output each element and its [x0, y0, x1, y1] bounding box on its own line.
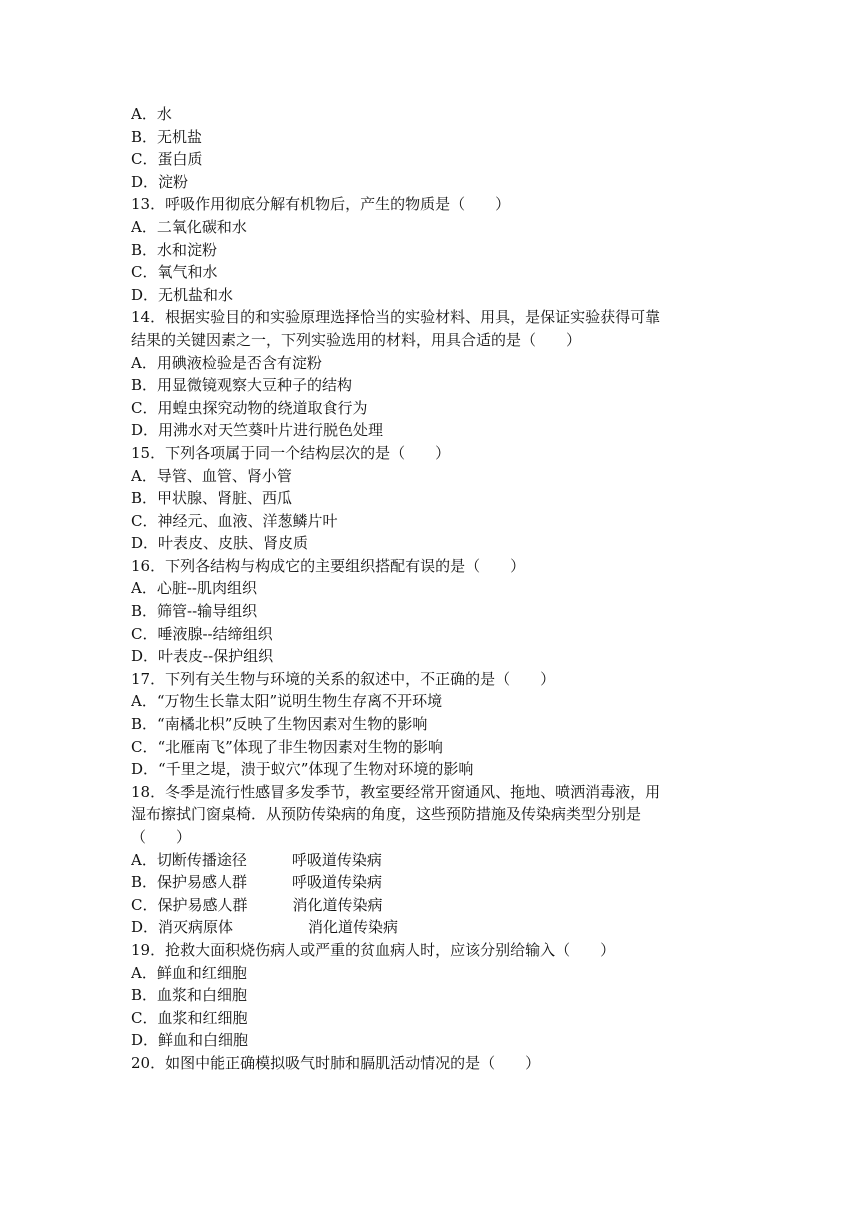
text-line: A．水	[131, 105, 172, 123]
text-line: （ ）	[131, 828, 192, 846]
text-line: C．“北雁南飞”体现了非生物因素对生物的影响	[131, 737, 443, 756]
text-line: A．心脏--肌肉组织	[131, 579, 257, 598]
text-line: C．唾液腺--结缔组织	[131, 624, 273, 643]
text-line: 14．根据实验目的和实验原理选择恰当的实验材料、用具，是保证实验获得可靠	[131, 308, 661, 327]
text-line: B．保护易感人群 呼吸道传染病	[131, 873, 383, 892]
text-line: B．水和淀粉	[131, 240, 218, 259]
text-line: C．保护易感人群 消化道传染病	[131, 895, 383, 914]
text-line: C．蛋白质	[131, 150, 203, 169]
text-line: D．叶表皮、皮肤、肾皮质	[131, 534, 309, 553]
text-line: B．甲状腺、肾脏、西瓜	[131, 489, 293, 508]
text-line: A．二氧化碳和水	[131, 217, 247, 236]
text-line: D．“千里之堤，溃于蚁穴”体现了生物对环境的影响	[131, 760, 474, 779]
text-line: C．血浆和红细胞	[131, 1008, 248, 1027]
text-line: 17．下列有关生物与环境的关系的叙述中，不正确的是（ ）	[131, 669, 556, 688]
text-line: D．淀粉	[131, 172, 189, 191]
text-line: 20．如图中能正确模拟吸气时肺和膈肌活动情况的是（ ）	[131, 1053, 541, 1072]
text-line: B．“南橘北枳”反映了生物因素对生物的影响	[131, 715, 428, 734]
text-line: 13．呼吸作用彻底分解有机物后，产生的物质是（ ）	[131, 195, 511, 214]
text-line: C．神经元、血液、洋葱鳞片叶	[131, 511, 338, 530]
text-line: 16．下列各结构与构成它的主要组织搭配有误的是（ ）	[131, 556, 526, 575]
text-line: A．导管、血管、肾小管	[131, 466, 292, 485]
text-line: A．“万物生长靠太阳”说明生物生存离不开环境	[131, 692, 443, 711]
text-line: B．无机盐	[131, 127, 203, 146]
text-line: A．用碘液检验是否含有淀粉	[131, 353, 322, 372]
text-line: A．切断传播途径 呼吸道传染病	[131, 850, 382, 869]
text-line: B．用显微镜观察大豆种子的结构	[131, 376, 353, 395]
text-line: B．筛管--输导组织	[131, 602, 258, 621]
text-line: D．用沸水对天竺葵叶片进行脱色处理	[131, 421, 384, 440]
text-line: 19．抢救大面积烧伤病人或严重的贫血病人时，应该分别给输入（ ）	[131, 940, 616, 959]
text-line: D．消灭病原体 消化道传染病	[131, 918, 399, 937]
text-line: 湿布擦拭门窗桌椅．从预防传染病的角度，这些预防措施及传染病类型分别是	[131, 805, 642, 824]
text-line: 结果的关键因素之一，下列实验选用的材料，用具合适的是（ ）	[131, 330, 582, 349]
text-line: D．鲜血和白细胞	[131, 1031, 249, 1050]
text-line: D．无机盐和水	[131, 285, 234, 304]
text-line: 18．冬季是流行性感冒多发季节，教室要经常开窗通风、拖地、喷洒消毒液，用	[131, 782, 661, 801]
text-line: A．鲜血和红细胞	[131, 963, 247, 982]
text-line: B．血浆和白细胞	[131, 986, 248, 1005]
text-line: 15．下列各项属于同一个结构层次的是（ ）	[131, 443, 451, 462]
text-line: C．用蝗虫探究动物的绕道取食行为	[131, 398, 368, 417]
text-line: D．叶表皮--保护组织	[131, 647, 274, 666]
text-line: C．氧气和水	[131, 263, 218, 282]
